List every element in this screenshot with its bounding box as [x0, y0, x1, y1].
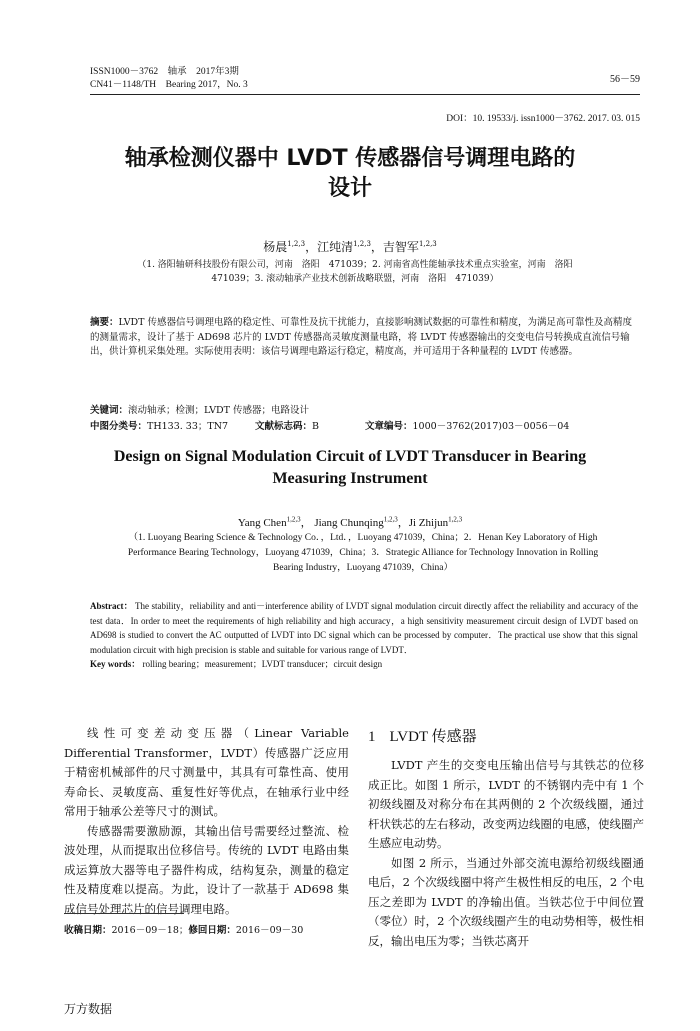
author-cn-2: 江纯清: [317, 240, 354, 254]
journal-issn-line: ISSN1000－3762 轴承 2017年3期: [90, 67, 239, 77]
abstract-en-label: Abstract：: [90, 601, 133, 611]
footnote-rule: [64, 913, 184, 914]
author-sep: ，: [397, 517, 409, 529]
abstract-en-body: [90, 599, 638, 657]
classification-line: [90, 402, 638, 432]
affiliation-cn-line2: 471039；3. 滚动轴承产业技术创新战略联盟，河南 洛阳 471039）: [211, 274, 499, 284]
affiliation-en-line2: Performance Bearing Technology，Luoyang 471039，China；3．Strategic Alliance for Technology Innovation in Rolling: [127, 548, 599, 558]
cls-code: [90, 418, 255, 432]
abstract-cn-text: LVDT 传感器信号调理电路的稳定性、可靠性及抗干扰能力，直接影响测试数据的可靠性和精度，为满足高可靠性及高精度的测量需求，设计了基于 AD698 芯片的 LVDT 传感器高灵敏度测量电路，将 LVDT 传感器输出的交变电信号转换成直流信号输出，供计算机采集处理。实际使用表明：该信号调理电路运行稳定，精度高，并可适用于各种量程的 LVDT 传感器。: [90, 317, 633, 357]
title-en: [70, 446, 630, 490]
abstract-cn: [90, 316, 638, 360]
revised-label: 修回日期：: [188, 925, 236, 936]
keywords-en-text: rolling bearing；measurement；LVDT transducer；circuit design: [140, 659, 383, 669]
author-sup: 1,2,3: [287, 240, 306, 248]
doc-value: B: [312, 421, 319, 432]
keywords-cn: [90, 402, 638, 416]
author-sup: 1,2,3: [448, 515, 463, 524]
author-sup: 1,2,3: [418, 240, 437, 248]
author-sup: 1,2,3: [383, 515, 398, 524]
author-en-3: Ji Zhijun: [408, 517, 449, 529]
section-title: LVDT 传感器: [389, 729, 477, 745]
doc-code: [255, 418, 365, 432]
keywords-cn-text: 滚动轴承；检测；LVDT 传感器；电路设计: [128, 405, 310, 416]
author-cn-1: 杨晨: [263, 240, 288, 254]
section-heading: [368, 724, 644, 750]
author-en-2: Jiang Chunqing: [314, 517, 384, 529]
title-cn-line1: 轴承检测仪器中 LVDT 传感器信号调理电路的: [124, 146, 576, 171]
doi: DOI：10. 19533/j. issn1000－3762. 2017. 03. 015: [446, 114, 640, 124]
header-rule: [90, 94, 640, 95]
author-sep: ，: [370, 240, 383, 254]
received-label: 收稿日期：: [64, 925, 112, 936]
page-range: 56－59: [610, 74, 640, 85]
cls-label: 中图分类号：: [90, 421, 148, 432]
body-column-right: [368, 724, 644, 951]
journal-header: [90, 66, 248, 92]
classification-codes: [90, 418, 638, 432]
revised-date: 2016－09－30: [235, 925, 304, 936]
body-paragraph: 传感器需要激励源，其输出信号需要经过整流、检波处理，从而提取出位移信号。传统的 LVDT 电路由集成运算放大器等电子器件构成，结构复杂，测量的稳定性及精度难以提高。为此，设计了一款基于 AD698 集成信号处理芯片的信号调理电路。: [64, 823, 349, 916]
affiliation-en-line1: （1. Luoyang Bearing Science & Technology Co．，Ltd．，Luoyang 471039，China；2．Henan Key Laboratory of High: [128, 533, 598, 543]
art-value: 1000－3762(2017)03－0056－04: [412, 421, 570, 432]
keywords-en: [90, 657, 638, 672]
watermark: 万方数据: [64, 1002, 113, 1016]
affiliation-cn: [80, 258, 630, 286]
authors-cn: [60, 238, 640, 255]
affiliation-cn-line1: （1. 洛阳轴研科技股份有限公司，河南 洛阳 471039；2. 河南省高性能轴承技术重点实验室，河南 洛阳: [137, 260, 573, 270]
art-label: 文章编号：: [365, 421, 413, 432]
abstract-en: [90, 599, 638, 672]
authors-en: [60, 514, 640, 530]
section-number: 1: [368, 729, 376, 745]
doc-label: 文献标志码：: [255, 421, 313, 432]
author-sup: 1,2,3: [353, 240, 371, 248]
title-en-line1: Design on Signal Modulation Circuit of LVDT Transducer in Bearing: [113, 448, 587, 465]
cls-value: TH133. 33；TN7: [147, 421, 229, 432]
affiliation-en-line3: Bearing Industry，Luoyang 471039，China）: [273, 563, 453, 573]
body-paragraph: 线性可变差动变压器（Linear Variable Differential Transformer，LVDT）传感器广泛应用于精密机械部件的尺寸测量中，其具有可靠性高、使用寿命长、灵敏度高、重复性好等优点，在轴承行业中经常用于轴承公差等尺寸的测试。: [64, 726, 349, 818]
author-sep: ，: [305, 240, 318, 254]
keywords-cn-label: 关键词：: [90, 405, 129, 416]
title-cn-line2: 设计: [327, 176, 372, 201]
body-paragraph: LVDT 产生的交变电压输出信号与其铁芯的位移成正比。如图 1 所示，LVDT 的不锈钢内壳中有 1 个初级线圈及对称分布在其两侧的 2 个次级线圈，通过杆状铁芯的左右移动，改变两边线圈的电感，使线圈产生感应电动势。: [368, 758, 644, 850]
title-en-line2: Measuring Instrument: [272, 470, 428, 487]
footnote: [64, 922, 303, 936]
body-paragraph: 如图 2 所示，当通过外部交流电源给初级线圈通电后，2 个次级线圈中将产生极性相反的电压，2 个电压之差即为 LVDT 的净输出值。当铁芯位于中间位置（零位）时，2 个次级线圈产生的电动势相等，极性相反，输出电压为零；当铁芯离开: [368, 855, 644, 948]
journal-cn-line: CN41－1148/TH Bearing 2017，No. 3: [90, 80, 248, 90]
author-en-1: Yang Chen: [237, 517, 287, 529]
author-sep: ，: [300, 517, 315, 529]
author-cn-3: 吉智军: [382, 240, 419, 254]
body-column-left: [64, 724, 349, 919]
received-date: 2016－09－18；: [111, 925, 189, 936]
title-cn: [60, 144, 640, 204]
author-sup: 1,2,3: [286, 515, 301, 524]
keywords-en-label: Key words：: [90, 659, 141, 669]
abstract-en-text: The stability，reliability and anti－interference ability of LVDT signal modulation circuit directly affect the reliability and accuracy of the test data．In order to meet the requirements of high reliability and high accuracy，a high sensitivity measurement circuit design of LVDT based on AD698 is studied to convert the AC outputted of LVDT into DC signal which can be processed by computer．The practical use show that this signal modulation circuit with high precision is stable and suitable for various range of LVDT．: [90, 601, 638, 655]
abstract-cn-label: 摘要：: [90, 317, 119, 328]
affiliation-en: [88, 531, 638, 576]
article-number: [365, 418, 569, 432]
